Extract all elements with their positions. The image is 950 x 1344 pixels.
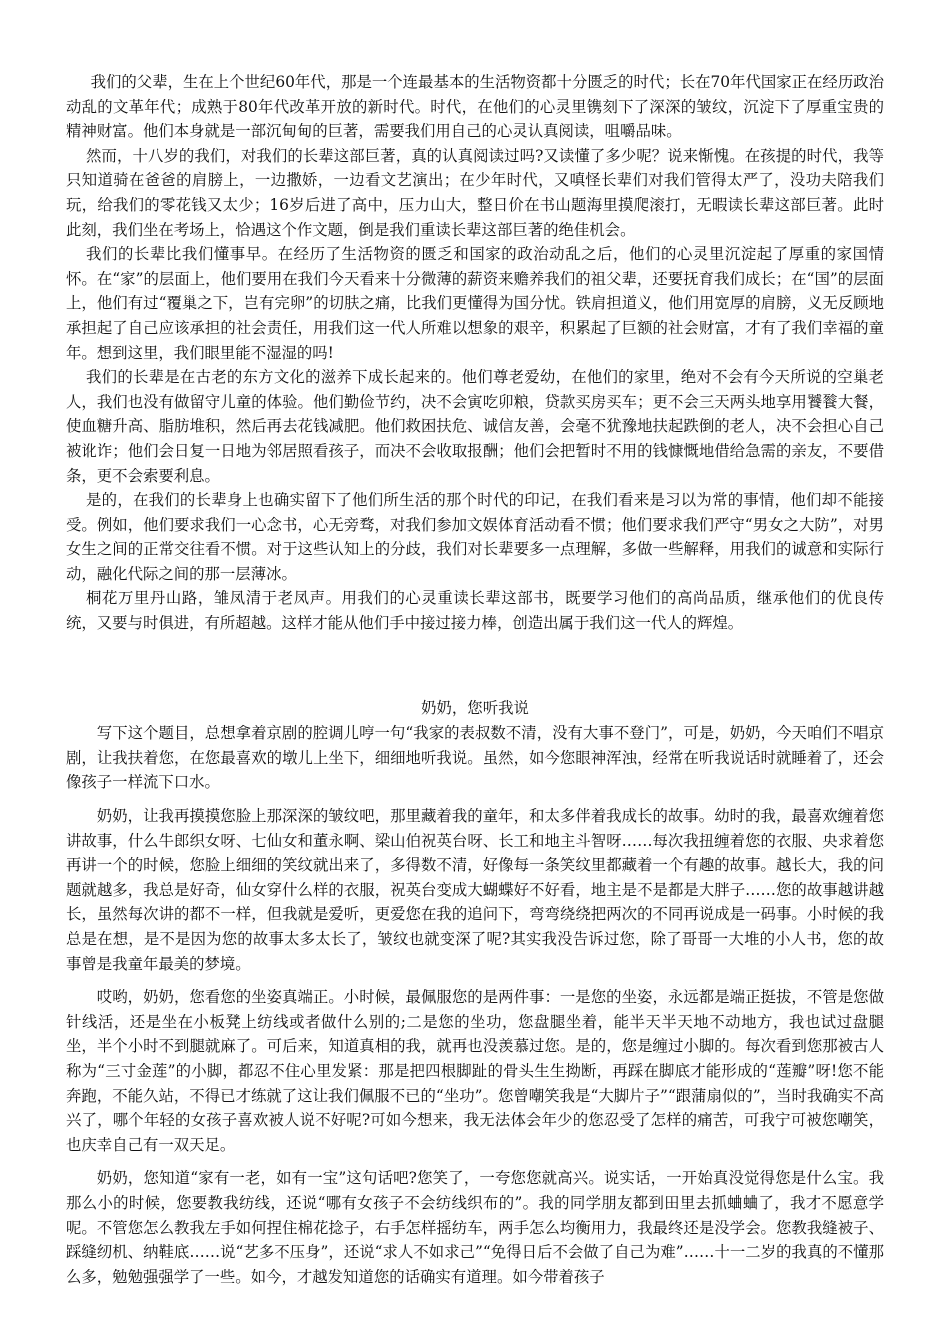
essay1-paragraph: 桐花万里丹山路，雏凤清于老凤声。用我们的心灵重读长辈这部书，既要学习他们的高尚品质，继承他们的优良传统，又要与时俱进，有所超越。这样才能从他们手中接过接力棒，创造出属于我们这一代人的辉煌。 [66, 589, 884, 633]
essay1-paragraph: 我们的长辈是在古老的东方文化的滋养下成长起来的。他们尊老爱幼，在他们的家里，绝对不会有今天所说的空巢老人，我们也没有做留守儿童的体验。他们勤俭节约，决不会寅吃卯粮，贷款买房买车；更不会三天两头地享用饕餮大餐，使血糖升高、脂肪堆积，然后再去花钱减肥。他们救困扶危、诚信友善，会毫不犹豫地扶起跌倒的老人，决不会担心自己被讹诈；他们会日复一日地为邻居照看孩子，而决不会收取报酬；他们会把暂时不用的钱慷慨地借给急需的亲友，不要借条，更不会索要利息。 [66, 368, 884, 485]
essay2-paragraph: 写下这个题目，总想拿着京剧的腔调儿哼一句“我家的表叔数不清，没有大事不登门”，可是，奶奶，今天咱们不唱京剧，让我扶着您，在您最喜欢的墩儿上坐下，细细地听我说。虽然，如今您眼神浑浊，经常在听我说话时就睡着了，还会像孩子一样流下口水。 [66, 724, 884, 792]
essay1-paragraph: 我们的长辈比我们懂事早。在经历了生活物资的匮乏和国家的政治动乱之后，他们的心灵里沉淀起了厚重的家国情怀。在“家”的层面上，他们要用在我们今天看来十分微薄的薪资来赡养我们的祖父辈，还要抚育我们成长；在“国”的层面上，他们有过“覆巢之下，岂有完卵”的切肤之痛，比我们更懂得为国分忧。铁肩担道义，他们用宽厚的肩膀，义无反顾地承担起了自己应该承担的社会责任，用我们这一代人所难以想象的艰辛，积累起了巨额的社会财富，才有了我们幸福的童年。想到这里，我们眼里能不湿湿的吗! [66, 245, 884, 362]
essay1-paragraph: 是的，在我们的长辈身上也确实留下了他们所生活的那个时代的印记，在我们看来是习以为常的事情，他们却不能接受。例如，他们要求我们一心念书，心无旁骛，对我们参加文娱体育活动看不惯；他们要求我们严守“男女之大防”，对男女生之间的正常交往看不惯。对于这些认知上的分歧，我们对长辈要多一点理解，多做一些解释，用我们的诚意和实际行动，融化代际之间的那一层薄冰。 [66, 491, 884, 583]
document-page [66, 70, 884, 1289]
essay1-paragraph: 然而，十八岁的我们，对我们的长辈这部巨著，真的认真阅读过吗?又读懂了多少呢？说来惭愧。在孩提的时代，我等只知道骑在爸爸的肩膀上，一边撒娇，一边看文艺演出；在少年时代，又嗔怪长辈们对我们管得太严了，没功夫陪我们玩，给我们的零花钱又太少；16岁后进了高中，压力山大，整日价在书山题海里摸爬滚打，无暇读长辈这部巨著。此时此刻，我们坐在考场上，恰遇这个作文题，倒是我们重读长辈这部巨著的绝佳机会。 [66, 146, 884, 239]
essay2-paragraph: 奶奶，您知道“家有一老，如有一宝”这句话吧?您笑了，一夸您您就高兴。说实话，一开始真没觉得您是什么宝。我那么小的时候，您要教我纺线，还说“哪有女孩子不会纺线织布的”。我的同学朋友都到田里去抓蛐蛐了，我才不愿意学呢。不管您怎么教我左手如何捏住棉花捻子，右手怎样摇纺车，两手怎么均衡用力，我最终还是没学会。您教我缝被子、踩缝纫机、纳鞋底……说“艺多不压身”，还说“求人不如求己”“免得日后不会做了自己为难”……十一二岁的我真的不懂那么多，勉勉强强学了一些。如今，才越发知道您的话确实有道理。如今带着孩子 [66, 1169, 884, 1286]
essay1-paragraph: 我们的父辈，生在上个世纪60年代，那是一个连最基本的生活物资都十分匮乏的时代；长在70年代国家正在经历政治动乱的文革年代；成熟于80年代改革开放的新时代。时代，在他们的心灵里镌刻下了深深的皱纹，沉淀下了厚重宝贵的精神财富。他们本身就是一部沉甸甸的巨著，需要我们用自己的心灵认真阅读，咀嚼品味。 [66, 73, 884, 141]
section-gap [66, 636, 884, 696]
essay-2 [66, 696, 884, 1290]
essay-1 [66, 70, 884, 636]
essay2-title: 奶奶，您听我说 [421, 698, 529, 717]
essay2-paragraph: 奶奶，让我再摸摸您脸上那深深的皱纹吧，那里藏着我的童年，和太多伴着我成长的故事。幼时的我，最喜欢缠着您讲故事，什么牛郎织女呀、七仙女和董永啊、梁山伯祝英台呀、长工和地主斗智呀……每次我扭缠着您的衣服、央求着您再讲一个的时候，您脸上细细的笑纹就出来了，多得数不清，好像每一条笑纹里都藏着一个有趣的故事。越长大，我的问题就越多，我总是好奇，仙女穿什么样的衣服，祝英台变成大蝴蝶好不好看，地主是不是都是大胖子……您的故事越讲越长，虽然每次讲的都不一样，但我就是爱听，更爱您在我的追问下，弯弯绕绕把两次的不同再说成是一码事。小时候的我总是在想，是不是因为您的故事太多太长了，皱纹也就变深了呢?其实我没告诉过您，除了哥哥一大堆的小人书，您的故事曾是我童年最美的梦境。 [66, 807, 884, 973]
essay2-paragraph: 哎哟，奶奶，您看您的坐姿真端正。小时候，最佩服您的是两件事：一是您的坐姿，永远都是端正挺拔，不管是您做针线活，还是坐在小板凳上纺线或者做什么别的;二是您的坐功，您盘腿坐着，能半天半天地不动地方，我也试过盘腿坐，半个小时不到腿就麻了。可后来，知道真相的我，就再也没羡慕过您。是的，您是缠过小脚的。每次看到您那被古人称为“三寸金莲”的小脚，都忍不住心里发紧：那是把四根脚趾的骨头生生拗断，再踩在脚底才能形成的“莲瓣”呀!您不能奔跑，不能久站，不得已才练就了这让我们佩服不已的“坐功”。您曾嘲笑我是“大脚片子”“跟蒲扇似的”，当时我确实不高兴了，哪个年轻的女孩子喜欢被人说不好呢?可如今想来，我无法体会年少的您忍受了怎样的痛苦，可我宁可被您嘲笑，也庆幸自己有一双天足。 [66, 988, 884, 1154]
